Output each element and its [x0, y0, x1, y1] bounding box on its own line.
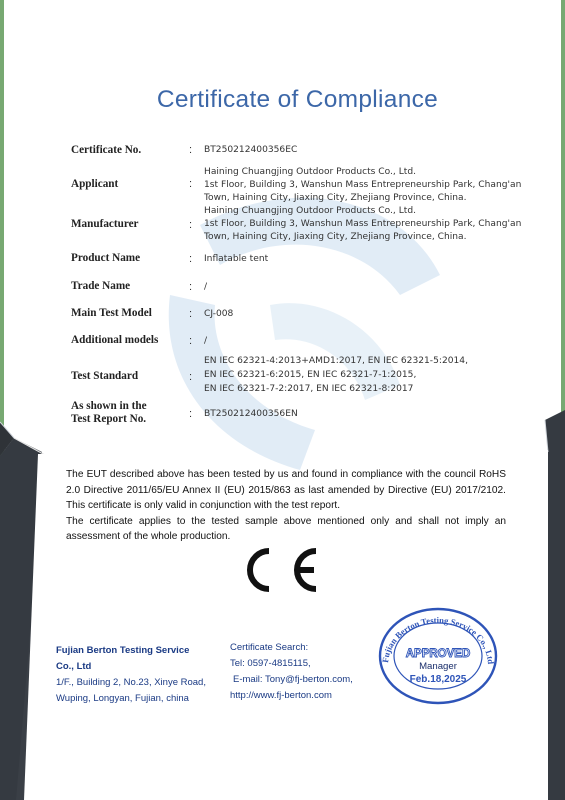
issuer-name-line-2: Co., Ltd — [56, 661, 92, 672]
colon: : — [189, 335, 193, 347]
manufacturer-line-1: Haining Chuangjing Outdoor Products Co., Ltd. — [204, 206, 417, 216]
applicant-line-2: 1st Floor, Building 3, Wanshun Mass Entrepreneurship Park, Chang'an — [204, 180, 522, 190]
test-report-label-line-1: As shown in the — [71, 400, 147, 412]
additional-models-label: Additional models — [71, 334, 159, 346]
certificate-search-block — [230, 640, 353, 704]
statement-paragraph-2: The certificate applies to the tested sample above mentioned only and shall not imply an assessment of the whole production. — [66, 515, 506, 543]
stamp-ring-text: Fujian Berton Testing Service Co., Ltd — [380, 614, 497, 665]
colon: : — [189, 253, 193, 265]
stamp-role: Manager — [419, 661, 457, 672]
product-name-label: Product Name — [71, 252, 141, 264]
test-standard-label: Test Standard — [71, 370, 139, 382]
stamp-approved: APPROVED — [405, 648, 471, 660]
contact-email[interactable]: E-mail: Tony@fj-berton.com, — [233, 674, 353, 685]
search-heading: Certificate Search: — [230, 642, 309, 653]
applicant-line-3: Town, Haining City, Jiaxing City, Zhejiang Province, China. — [204, 193, 467, 203]
issuer-name-line-1: Fujian Berton Testing Service — [56, 645, 190, 656]
compliance-statement — [66, 467, 506, 545]
trade-name-value: / — [204, 282, 208, 292]
trade-name-label: Trade Name — [71, 280, 131, 292]
test-report-label-line-2: Test Report No. — [71, 413, 147, 425]
colon: : — [189, 281, 193, 293]
test-standard-line-3: EN IEC 62321-7-2:2017, EN IEC 62321-8:2017 — [204, 384, 414, 394]
colon: : — [189, 178, 193, 190]
colon: : — [189, 408, 193, 420]
certificate-no-value: BT250212400356EC — [204, 145, 298, 155]
colon: : — [189, 308, 193, 320]
manufacturer-line-2: 1st Floor, Building 3, Wanshun Mass Entrepreneurship Park, Chang'an — [204, 219, 522, 229]
colon: : — [189, 219, 193, 231]
test-report-value: BT250212400356EN — [204, 409, 298, 419]
statement-paragraph-1: The EUT described above has been tested by us and found in compliance with the council RoHS 2.0 Directive 2011/65/EU Annex II (EU) 2015/863 as last amended by Directive (EU) 2017/2102. This certificate is only valid in conjunction with the test report. — [66, 469, 506, 512]
manufacturer-line-3: Town, Haining City, Jiaxing City, Zhejiang Province, China. — [204, 232, 467, 242]
certificate-title: Certificate of Compliance — [156, 86, 439, 113]
applicant-line-1: Haining Chuangjing Outdoor Products Co., Ltd. — [204, 167, 417, 177]
test-standard-line-2: EN IEC 62321-6:2015, EN IEC 62321-7-1:2015, — [204, 370, 417, 380]
contact-website[interactable]: http://www.fj-berton.com — [230, 690, 332, 701]
colon: : — [189, 144, 193, 156]
ce-mark-icon — [246, 545, 326, 595]
product-name-value: Inflatable tent — [204, 254, 269, 264]
additional-models-value: / — [204, 336, 208, 346]
issuer-address-line-2: Wuping, Longyan, Fujian, china — [56, 693, 189, 704]
contact-tel: Tel: 0597-4815115, — [230, 658, 311, 669]
test-standard-line-1: EN IEC 62321-4:2013+AMD1:2017, EN IEC 62321-5:2014, — [204, 356, 468, 366]
main-test-model-value: CJ-008 — [204, 309, 234, 319]
main-test-model-label: Main Test Model — [71, 307, 152, 319]
issuer-block — [56, 643, 206, 707]
certificate-no-label: Certificate No. — [71, 144, 142, 156]
colon: : — [189, 371, 193, 383]
issuer-address-line-1: 1/F., Building 2, No.23, Xinye Road, — [56, 677, 206, 688]
stamp-date: Feb.18,2025 — [409, 674, 467, 685]
applicant-label: Applicant — [71, 178, 119, 190]
manufacturer-label: Manufacturer — [71, 218, 139, 230]
approval-stamp — [376, 605, 500, 707]
